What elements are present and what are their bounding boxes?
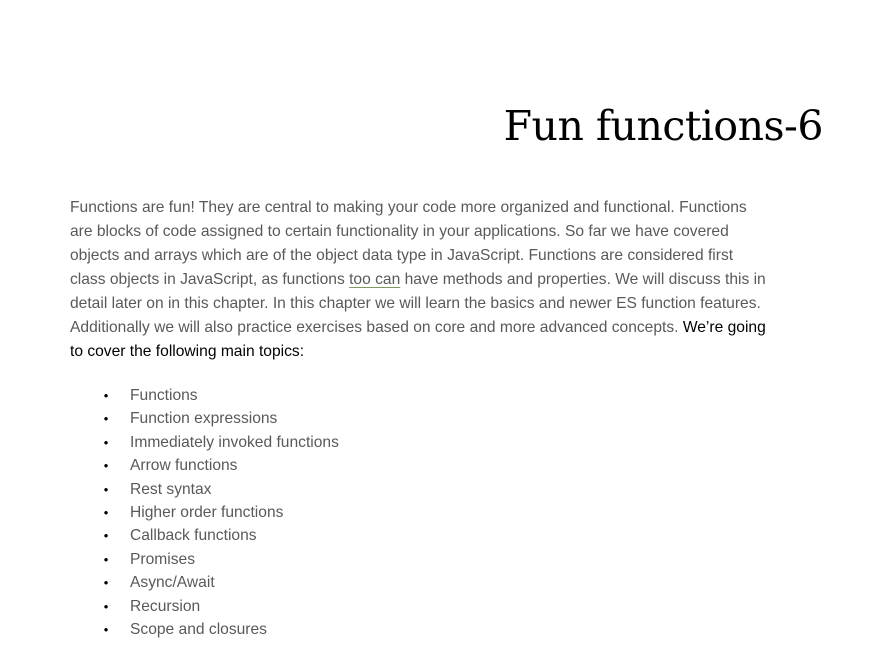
topic-item bbox=[70, 384, 339, 407]
topic-item bbox=[70, 431, 339, 454]
topic-label: Higher order functions bbox=[130, 503, 284, 521]
bullet-icon: • bbox=[103, 598, 109, 614]
bullet-icon: • bbox=[103, 458, 109, 474]
intro-line: Functions are fun! They are central to making your code more organized and functional. Functions bbox=[70, 199, 747, 216]
bullet-icon: • bbox=[103, 481, 109, 497]
topic-label: Arrow functions bbox=[130, 457, 238, 475]
intro-line bbox=[70, 340, 830, 364]
topic-label: Function expressions bbox=[130, 410, 278, 428]
bullet-icon: • bbox=[103, 621, 109, 637]
topic-label: Immediately invoked functions bbox=[130, 433, 339, 451]
intro-line bbox=[70, 268, 830, 292]
topic-label: Rest syntax bbox=[130, 480, 212, 498]
emphasis-text: to cover the following main topics: bbox=[70, 343, 305, 360]
topic-label: Callback functions bbox=[130, 527, 257, 545]
intro-text: class objects in JavaScript, as functions bbox=[70, 271, 350, 288]
bullet-icon: • bbox=[103, 411, 109, 427]
bullet-icon: • bbox=[103, 551, 109, 567]
intro-paragraph bbox=[70, 196, 830, 364]
topics-list bbox=[70, 384, 339, 641]
bullet-icon: • bbox=[103, 575, 109, 591]
bullet-icon: • bbox=[103, 388, 109, 403]
bullet-icon: • bbox=[103, 504, 109, 520]
topic-label: Recursion bbox=[130, 597, 201, 615]
intro-line: objects and arrays which are of the object data type in JavaScript. Functions are considered first bbox=[70, 247, 734, 264]
topic-label: Promises bbox=[130, 550, 195, 568]
bullet-icon: • bbox=[103, 434, 109, 450]
topic-item bbox=[70, 548, 339, 571]
topic-item bbox=[70, 454, 339, 477]
topic-item bbox=[70, 501, 339, 524]
topic-label: Async/Await bbox=[130, 574, 215, 592]
topic-item bbox=[70, 571, 339, 594]
topic-item bbox=[70, 618, 339, 641]
intro-line bbox=[70, 316, 830, 340]
intro-text: have methods and properties. We will discuss this in bbox=[400, 271, 766, 288]
page-title: Fun functions-6 bbox=[503, 102, 823, 150]
intro-line: detail later on in this chapter. In this chapter we will learn the basics and newer ES function features. bbox=[70, 295, 761, 312]
topic-item bbox=[70, 524, 339, 547]
spelling-underlined-text[interactable]: too can bbox=[349, 271, 401, 288]
topic-label: Scope and closures bbox=[130, 620, 267, 638]
intro-line: are blocks of code assigned to certain functionality in your applications. So far we have covered bbox=[70, 223, 729, 240]
topic-item bbox=[70, 407, 339, 430]
topic-item bbox=[70, 595, 339, 618]
bullet-icon: • bbox=[103, 528, 109, 544]
topic-label: Functions bbox=[130, 387, 198, 404]
emphasis-text: We’re going bbox=[682, 319, 766, 336]
topic-item bbox=[70, 478, 339, 501]
intro-text: Additionally we will also practice exercises based on core and more advanced concepts. bbox=[70, 319, 683, 336]
